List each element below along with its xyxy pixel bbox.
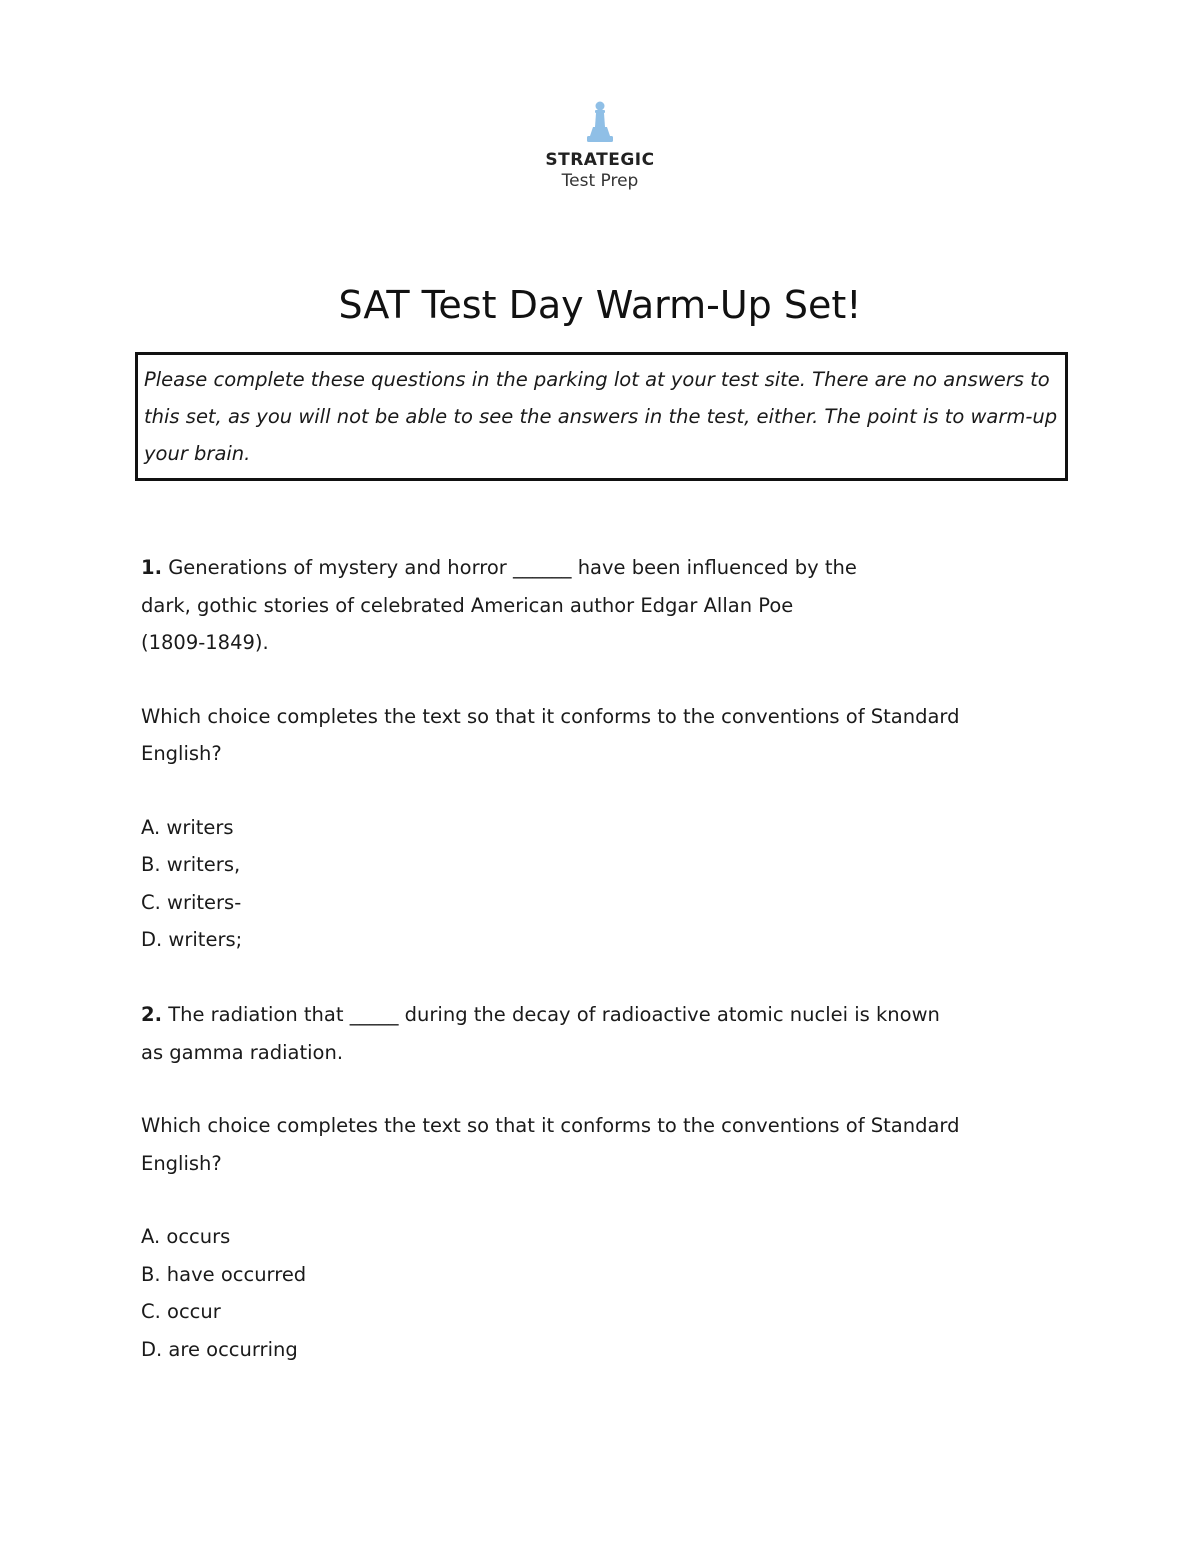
question-1-choices	[141, 809, 1061, 959]
question-2-stem-line-2: as gamma radiation.	[141, 1040, 344, 1064]
instructions-box: Please complete these questions in the parking lot at your test site. There are no answers to this set, as you will not be able to see the answers in the test, either. The point is to warm-up your brain.	[135, 352, 1068, 481]
question-1-number: 1.	[141, 556, 162, 579]
page-title: SAT Test Day Warm-Up Set!	[338, 283, 862, 327]
logo-subtitle: Test Prep	[561, 171, 639, 191]
question-2-stem	[141, 996, 1061, 1034]
choice-b: B. writers,	[141, 853, 241, 876]
question-1-stem-line-2: dark, gothic stories of celebrated American author Edgar Allan Poe	[141, 593, 794, 617]
question-2	[141, 996, 1061, 1368]
choice-d: D. are occurring	[141, 1337, 298, 1361]
choice-c: C. writers-	[141, 890, 242, 914]
choice-d: D. writers;	[141, 928, 243, 951]
choice-b: B. have occurred	[141, 1262, 307, 1286]
logo	[0, 100, 1200, 192]
question-2-prompt-line-2: English?	[141, 1151, 222, 1175]
question-2-choices	[141, 1218, 1061, 1368]
choice-c: C. occur	[141, 1300, 221, 1323]
question-1-prompt-line-1: Which choice completes the text so that it conforms to the conventions of Standard	[141, 704, 960, 728]
choice-a: A. writers	[141, 815, 234, 839]
chess-pawn-icon	[583, 100, 617, 146]
choice-a: A. occurs	[141, 1225, 231, 1248]
question-2-stem-line-1: The radiation that _____ during the decay of radioactive atomic nuclei is known	[168, 1003, 940, 1026]
logo-brand: STRATEGIC	[545, 150, 655, 170]
question-1-prompt-line-2: English?	[141, 742, 222, 765]
question-2-number: 2.	[141, 1003, 162, 1026]
question-2-prompt-line-1: Which choice completes the text so that it conforms to the conventions of Standard	[141, 1114, 960, 1137]
question-1-stem-line-1: Generations of mystery and horror ______ have been influenced by the	[168, 556, 857, 579]
question-1	[141, 549, 1061, 959]
question-1-stem	[141, 549, 1061, 587]
question-1-stem-line-3: (1809-1849).	[141, 631, 269, 654]
